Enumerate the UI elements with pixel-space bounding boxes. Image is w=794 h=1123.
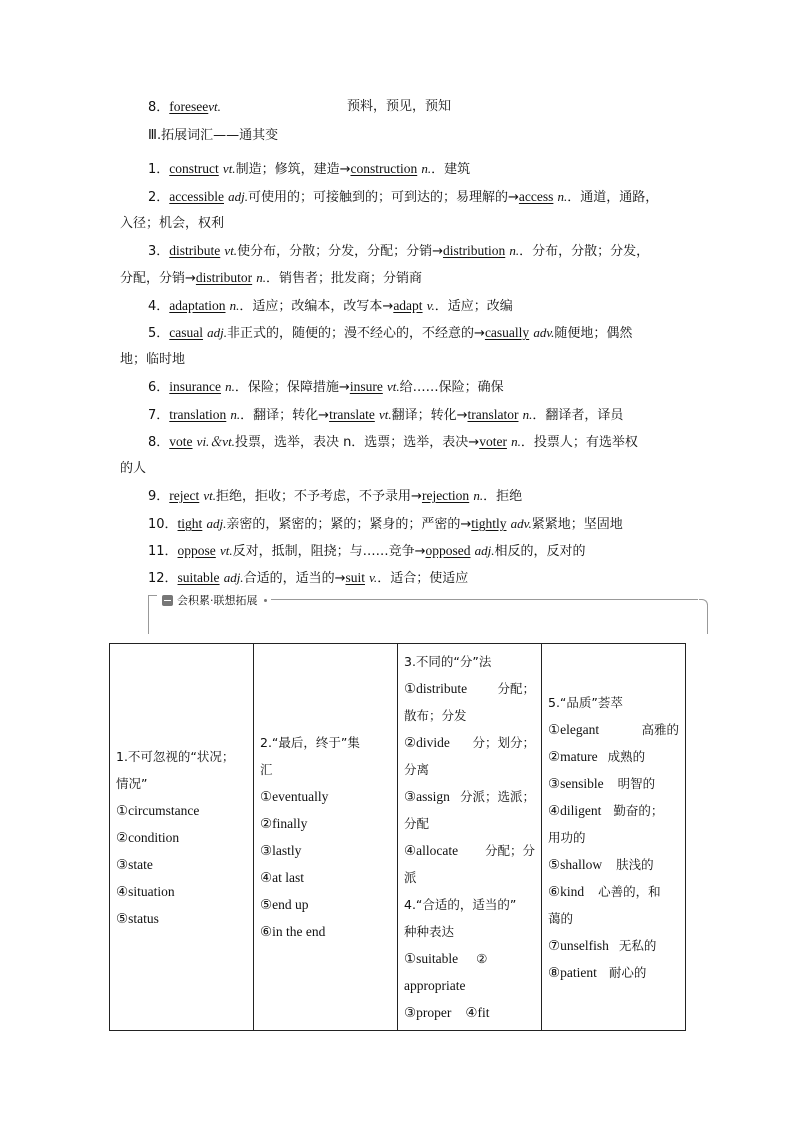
part-of-speech: vt. xyxy=(219,543,233,558)
gloss-continued: 蔼的 xyxy=(548,910,574,926)
gloss: 分；划分； xyxy=(472,735,535,750)
term: ⑦unselfish xyxy=(548,937,609,953)
expansion-item-3-continued xyxy=(120,269,422,288)
banner-badge-icon xyxy=(162,595,173,606)
table-cell-qualities xyxy=(542,644,686,1031)
meaning: ．翻译；转化→ xyxy=(240,408,330,423)
gloss: 明智的 xyxy=(617,775,656,791)
derived-word: suit xyxy=(345,570,365,585)
expansion-item-1 xyxy=(148,160,470,179)
gloss: 高雅的 xyxy=(641,721,679,737)
item-number: 6． xyxy=(148,380,170,395)
part-of-speech: v. xyxy=(426,298,435,313)
meaning: 合适的，适当的→ xyxy=(243,571,346,586)
part-of-speech: n. xyxy=(230,407,241,422)
vocab-word: distribute xyxy=(169,243,221,258)
meaning: ．建筑 xyxy=(431,162,471,177)
derived-word: translator xyxy=(467,407,519,422)
cell-heading: 4.“合适的，适当的” xyxy=(404,897,517,912)
item-number: 5． xyxy=(148,326,170,341)
meaning: 紧紧地；坚固地 xyxy=(531,517,623,532)
cell-heading: 2.“最后，终于”集 xyxy=(260,735,360,750)
table-cell-distribute xyxy=(398,644,542,1031)
vocab-word: foresee xyxy=(169,99,209,114)
derived-word: access xyxy=(518,189,554,204)
gloss: 分配； xyxy=(497,681,535,696)
cell-heading: 1.不可忽视的“状况； xyxy=(116,748,235,764)
list-item xyxy=(404,729,535,756)
meaning: 拒绝，拒收；不予考虑，不予录用→ xyxy=(216,489,422,504)
list-item xyxy=(548,770,679,797)
expansion-item-5-continued: 地；临时地 xyxy=(120,352,186,367)
list-item: ③lastly xyxy=(260,843,302,858)
part-of-speech: n. xyxy=(473,488,484,503)
meaning: ．通道，通路， xyxy=(567,190,659,205)
list-item xyxy=(548,932,679,959)
term: ③assign xyxy=(404,789,450,804)
expansion-item-3 xyxy=(148,242,649,261)
gloss-continued: 分离 xyxy=(404,762,430,777)
list-item: ③state xyxy=(116,856,153,872)
term: ①elegant xyxy=(548,721,600,737)
expansion-item-12 xyxy=(148,569,468,588)
list-item xyxy=(548,743,679,770)
term: ①suitable xyxy=(404,951,459,966)
meaning: ．适应；改编 xyxy=(434,299,513,314)
part-of-speech: n. xyxy=(421,161,432,176)
term: ①distribute xyxy=(404,681,468,696)
vocab-word: translation xyxy=(169,407,227,422)
term: ④diligent xyxy=(548,802,602,818)
part-of-speech: n. xyxy=(557,189,568,204)
gloss: 分配；分 xyxy=(484,843,535,858)
expansion-item-8-continued: 的人 xyxy=(120,461,147,476)
meaning: ．拒绝 xyxy=(483,489,523,504)
association-table xyxy=(109,643,686,1031)
item-number: 3． xyxy=(148,244,170,259)
expansion-item-2-continued: 入径；机会，权利 xyxy=(120,216,225,231)
part-of-speech: n. xyxy=(229,298,240,313)
derived-word: voter xyxy=(479,434,507,449)
part-of-speech: adv. xyxy=(510,516,532,531)
banner-corner-left xyxy=(148,595,157,634)
expansion-item-4 xyxy=(148,297,513,316)
meaning: 相反的，反对的 xyxy=(494,544,586,559)
term: ⑥kind xyxy=(548,883,585,899)
derived-word: translate xyxy=(329,407,375,422)
meaning: 反对，抵制，阻挠；与……竞争→ xyxy=(232,544,426,559)
expansion-item-2 xyxy=(148,188,658,207)
vocab-word: vote xyxy=(169,434,193,449)
meaning: ．分布，分散；分发， xyxy=(519,244,650,259)
expansion-item-5 xyxy=(148,324,632,343)
vocab-word: suitable xyxy=(177,570,220,585)
list-item xyxy=(404,837,535,864)
meaning: ．适应；改编本，改写本→ xyxy=(239,299,394,314)
list-item: ④at last xyxy=(260,870,304,885)
vocab-word: oppose xyxy=(177,543,216,558)
meaning: 投票，选举，表决 n．选票；选举，表决→ xyxy=(234,435,480,450)
term: ② xyxy=(476,951,488,966)
vocab-word: accessible xyxy=(169,189,224,204)
part-of-speech: vt. xyxy=(222,161,236,176)
list-item xyxy=(548,878,679,905)
part-of-speech: vt. xyxy=(378,407,392,422)
list-item xyxy=(548,716,679,743)
section-banner xyxy=(148,595,708,633)
meaning: 非正式的，随便的；漫不经心的，不经意的→ xyxy=(227,326,485,341)
part-of-speech: adv. xyxy=(533,325,555,340)
part-of-speech: adj. xyxy=(206,516,227,531)
item-number: 11． xyxy=(148,544,178,559)
item-number: 8． xyxy=(148,100,170,115)
derived-word: opposed xyxy=(425,543,471,558)
vocab-item-8-foresee xyxy=(148,98,221,117)
term-continued: appropriate xyxy=(404,978,466,993)
gloss: 心善的，和 xyxy=(598,883,661,899)
item-number: 9． xyxy=(148,489,170,504)
gloss: 无私的 xyxy=(618,937,657,953)
expansion-item-10 xyxy=(148,515,623,534)
list-item: ②condition xyxy=(116,829,180,845)
derived-word: construction xyxy=(350,161,418,176)
meaning: 制造；修筑，建造→ xyxy=(235,162,351,177)
gloss: 成熟的 xyxy=(607,748,646,764)
derived-word: insure xyxy=(349,379,383,394)
banner-rule xyxy=(268,599,698,600)
meaning: ．翻译者，译员 xyxy=(532,408,624,423)
expansion-item-7 xyxy=(148,406,623,425)
gloss-continued: 分配 xyxy=(404,816,430,831)
part-of-speech: vt. xyxy=(203,488,217,503)
gloss: 耐心的 xyxy=(608,964,647,980)
list-item xyxy=(404,945,535,972)
part-of-speech: vt. xyxy=(208,99,221,114)
part-of-speech: adj. xyxy=(207,325,228,340)
cell-heading: 种种表达 xyxy=(404,924,455,939)
list-item xyxy=(404,999,535,1026)
banner-title xyxy=(158,592,271,608)
cell-heading: 汇 xyxy=(260,762,273,777)
term: ⑤shallow xyxy=(548,856,603,872)
gloss-continued: 用功的 xyxy=(548,829,586,845)
cell-heading: 3.不同的“分”法 xyxy=(404,654,492,669)
term: ③sensible xyxy=(548,775,604,791)
gloss-continued: 派 xyxy=(404,870,417,885)
meaning: 随便地；偶然 xyxy=(554,326,633,341)
part-of-speech: n. xyxy=(511,434,521,449)
term: ②divide xyxy=(404,735,450,750)
item-number: 7． xyxy=(148,408,170,423)
banner-dot-icon xyxy=(264,599,267,602)
item-number: 1． xyxy=(148,162,170,177)
expansion-item-6 xyxy=(148,378,504,397)
expansion-item-8 xyxy=(148,433,638,452)
vocab-word: adaptation xyxy=(169,298,226,313)
term: ④fit xyxy=(465,1005,490,1020)
derived-word: tightly xyxy=(471,516,507,531)
vocab-word: construct xyxy=(169,161,219,176)
part-of-speech: vt. xyxy=(224,243,238,258)
gloss-continued: 散布；分发 xyxy=(404,708,467,723)
list-item xyxy=(404,783,535,810)
derived-word: distributor xyxy=(195,270,253,285)
part-of-speech: n. xyxy=(256,270,267,285)
part-of-speech: adj. xyxy=(474,543,495,558)
banner-corner-right xyxy=(699,599,708,634)
banner-title-text: 会积累·联想拓展 xyxy=(177,594,258,607)
expansion-item-9 xyxy=(148,487,522,506)
list-item: ⑤end up xyxy=(260,897,309,912)
vocab-word: casual xyxy=(169,325,204,340)
list-item: ②finally xyxy=(260,816,308,831)
cell-heading: 情况” xyxy=(116,775,148,791)
item-number: 4． xyxy=(148,299,170,314)
meaning: 可使用的；可接触到的；可到达的；易理解的→ xyxy=(248,190,519,205)
part-of-speech: adj. xyxy=(228,189,249,204)
list-item: ①circumstance xyxy=(116,802,200,818)
meaning: 使分布，分散；分发，分配；分销→ xyxy=(237,244,443,259)
part-of-speech: n. xyxy=(225,379,235,394)
list-item xyxy=(404,675,535,702)
gloss: 勤奋的； xyxy=(613,802,664,818)
part-of-speech: vt. xyxy=(386,379,400,394)
expansion-item-11 xyxy=(148,542,586,561)
meaning: ．适合；使适应 xyxy=(377,571,469,586)
derived-word: adapt xyxy=(393,298,423,313)
list-item: ①eventually xyxy=(260,789,329,804)
section-title: Ⅲ.拓展词汇——通其变 xyxy=(148,128,279,143)
vocab-word: tight xyxy=(177,516,203,531)
term: ②mature xyxy=(548,748,598,764)
list-item xyxy=(548,851,679,878)
term: ⑧patient xyxy=(548,964,597,980)
derived-word: casually xyxy=(484,325,530,340)
meaning: ．投票人；有选举权 xyxy=(520,435,638,450)
gloss: 分派；选派； xyxy=(459,789,535,804)
gloss: 肤浅的 xyxy=(616,856,654,872)
derived-word: rejection xyxy=(421,488,470,503)
meaning: ．保险；保障措施→ xyxy=(234,380,350,395)
table-cell-finally xyxy=(254,644,398,1031)
meaning: 亲密的，紧密的；紧的；紧身的；严密的→ xyxy=(226,517,472,532)
item-number: 12． xyxy=(148,571,178,586)
part-of-speech: n. xyxy=(522,407,533,422)
meaning: 翻译；转化→ xyxy=(391,408,468,423)
term: ④allocate xyxy=(404,843,459,858)
meaning: 分配，分销→ xyxy=(120,271,196,286)
table-row xyxy=(110,644,686,1031)
part-of-speech: n. xyxy=(509,243,520,258)
term: ③proper xyxy=(404,1005,452,1020)
list-item: ④situation xyxy=(116,883,175,899)
part-of-speech: adj. xyxy=(223,570,244,585)
part-of-speech: v. xyxy=(369,570,378,585)
list-item: ⑤status xyxy=(116,910,159,926)
part-of-speech: vi.＆vt. xyxy=(196,434,235,449)
item-number: 2． xyxy=(148,190,170,205)
list-item xyxy=(548,959,679,986)
list-item xyxy=(548,797,679,824)
meaning: 给……保险；确保 xyxy=(399,380,504,395)
item-number: 10． xyxy=(148,517,178,532)
meaning: ．销售者；批发商；分销商 xyxy=(266,271,423,286)
item-number: 8． xyxy=(148,435,170,450)
vocab-item-8-meaning: 预料，预见，预知 xyxy=(347,99,452,114)
vocab-word: reject xyxy=(169,488,200,503)
table-cell-status xyxy=(110,644,254,1031)
cell-heading: 5.“品质”荟萃 xyxy=(548,694,623,710)
derived-word: distribution xyxy=(442,243,506,258)
vocab-word: insurance xyxy=(169,379,222,394)
list-item: ⑥in the end xyxy=(260,924,326,939)
